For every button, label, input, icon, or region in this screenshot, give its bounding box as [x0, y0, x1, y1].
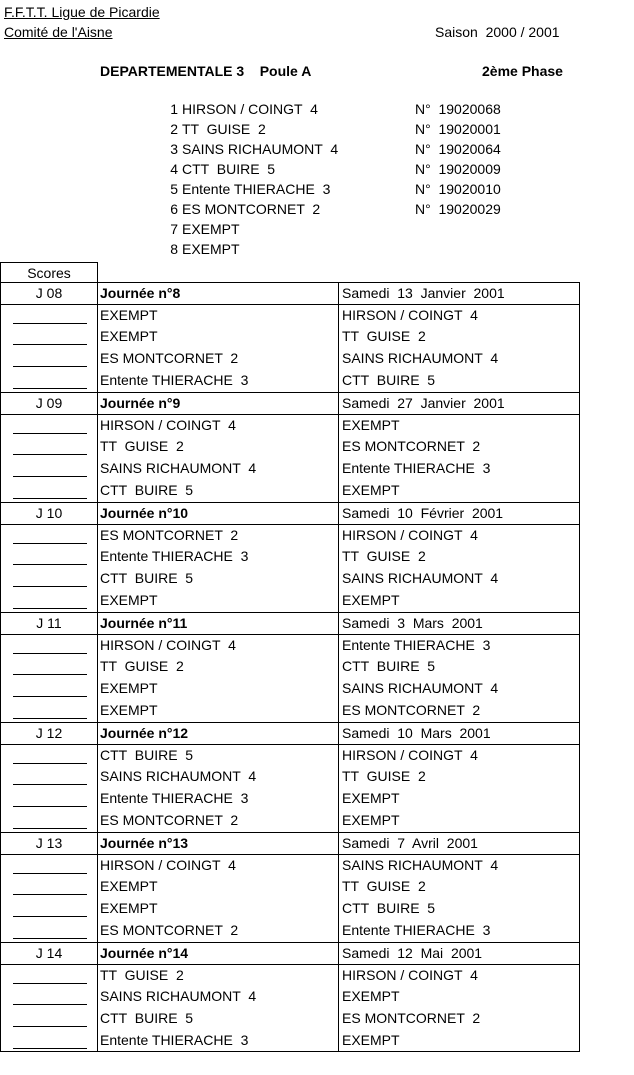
score-cell	[0, 788, 98, 810]
team-license: N° 19020001	[415, 121, 501, 137]
team-number: 5	[170, 181, 178, 197]
home-team: TT GUISE 2	[100, 438, 184, 454]
round-title: Journée n°12	[100, 725, 189, 741]
home-team: EXEMPT	[100, 702, 158, 718]
team-name: CTT BUIRE 5	[182, 161, 276, 177]
round-header-row	[0, 942, 580, 964]
round-title: Journée n°13	[100, 835, 189, 851]
score-entry[interactable]	[13, 528, 87, 544]
match-row	[0, 766, 580, 788]
away-team: Entente THIERACHE 3	[338, 458, 580, 480]
home-team: TT GUISE 2	[100, 658, 184, 674]
score-cell	[0, 590, 98, 612]
team-number: 8	[170, 241, 178, 257]
round-title: Journée n°9	[100, 395, 181, 411]
score-entry[interactable]	[13, 968, 87, 984]
score-entry[interactable]	[13, 901, 87, 917]
home-team: CTT BUIRE 5	[100, 482, 194, 498]
score-entry[interactable]	[13, 638, 87, 654]
match-row	[0, 326, 580, 348]
round-header-row	[0, 832, 580, 854]
score-entry[interactable]	[13, 681, 87, 697]
away-team: TT GUISE 2	[338, 876, 580, 898]
away-team: SAINS RICHAUMONT 4	[338, 855, 580, 876]
score-entry[interactable]	[13, 1033, 87, 1049]
away-team: HIRSON / COINGT 4	[338, 965, 580, 986]
score-cell	[0, 348, 98, 370]
round-code: J 13	[0, 833, 98, 854]
schedule-table	[0, 282, 580, 1052]
round-title: Journée n°10	[100, 505, 189, 521]
score-entry[interactable]	[13, 813, 87, 829]
round-code: J 12	[0, 723, 98, 744]
away-team: CTT BUIRE 5	[338, 898, 580, 920]
org-name: F.F.T.T. Ligue de Picardie	[4, 4, 160, 20]
score-entry[interactable]	[13, 748, 87, 764]
round-code: J 09	[0, 393, 98, 414]
round-header-row	[0, 392, 580, 414]
round-code: J 14	[0, 943, 98, 964]
score-cell	[0, 1008, 98, 1030]
team-row	[166, 201, 526, 221]
match-row	[0, 810, 580, 832]
score-entry[interactable]	[13, 879, 87, 895]
round-block	[0, 722, 580, 832]
home-team: ES MONTCORNET 2	[100, 350, 239, 366]
team-row	[166, 121, 526, 141]
score-entry[interactable]	[13, 858, 87, 874]
score-entry[interactable]	[13, 1011, 87, 1027]
home-team: CTT BUIRE 5	[100, 747, 194, 763]
round-header-row	[0, 502, 580, 524]
team-number: 3	[170, 141, 178, 157]
score-cell	[0, 326, 98, 348]
team-name: TT GUISE 2	[182, 121, 266, 137]
score-cell	[0, 745, 98, 766]
home-team: Entente THIERACHE 3	[100, 372, 249, 388]
home-team: EXEMPT	[100, 592, 158, 608]
score-entry[interactable]	[13, 329, 87, 345]
away-team: Entente THIERACHE 3	[338, 635, 580, 656]
match-row	[0, 1008, 580, 1030]
round-code: J 08	[0, 283, 98, 304]
match-row	[0, 524, 580, 546]
away-team: Entente THIERACHE 3	[338, 920, 580, 942]
team-name: ES MONTCORNET 2	[182, 201, 321, 217]
home-team: Entente THIERACHE 3	[100, 1032, 249, 1048]
match-row	[0, 964, 580, 986]
away-team: SAINS RICHAUMONT 4	[338, 568, 580, 590]
score-cell	[0, 678, 98, 700]
away-team: TT GUISE 2	[338, 766, 580, 788]
match-row	[0, 568, 580, 590]
match-row	[0, 436, 580, 458]
round-date: Samedi 13 Janvier 2001	[338, 283, 580, 304]
score-cell	[0, 568, 98, 590]
score-cell	[0, 766, 98, 788]
team-number: 7	[170, 221, 178, 237]
score-cell	[0, 920, 98, 942]
match-row	[0, 876, 580, 898]
score-cell	[0, 436, 98, 458]
score-cell	[0, 525, 98, 546]
home-team: HIRSON / COINGT 4	[100, 857, 236, 873]
score-entry[interactable]	[13, 703, 87, 719]
home-team: SAINS RICHAUMONT 4	[100, 768, 257, 784]
score-entry[interactable]	[13, 461, 87, 477]
round-header-row	[0, 282, 580, 304]
score-entry[interactable]	[13, 659, 87, 675]
away-team: SAINS RICHAUMONT 4	[338, 348, 580, 370]
away-team: HIRSON / COINGT 4	[338, 305, 580, 326]
team-license: N° 19020010	[415, 181, 501, 197]
round-title: Journée n°8	[100, 285, 181, 301]
match-row	[0, 480, 580, 502]
team-number: 6	[170, 201, 178, 217]
match-row	[0, 898, 580, 920]
away-team: EXEMPT	[338, 986, 580, 1008]
home-team: EXEMPT	[100, 328, 158, 344]
score-entry[interactable]	[13, 549, 87, 565]
home-team: CTT BUIRE 5	[100, 1010, 194, 1026]
home-team: HIRSON / COINGT 4	[100, 417, 236, 433]
round-block	[0, 392, 580, 502]
home-team: SAINS RICHAUMONT 4	[100, 988, 257, 1004]
team-number: 1	[170, 101, 178, 117]
away-team: CTT BUIRE 5	[338, 370, 580, 392]
score-entry[interactable]	[13, 439, 87, 455]
score-cell	[0, 370, 98, 392]
team-license: N° 19020068	[415, 101, 501, 117]
match-row	[0, 414, 580, 436]
team-row	[166, 101, 526, 121]
round-date: Samedi 3 Mars 2001	[338, 613, 580, 634]
round-date: Samedi 10 Mars 2001	[338, 723, 580, 744]
match-row	[0, 788, 580, 810]
score-entry[interactable]	[13, 593, 87, 609]
round-block	[0, 502, 580, 612]
score-cell	[0, 635, 98, 656]
round-block	[0, 832, 580, 942]
match-row	[0, 458, 580, 480]
home-team: Entente THIERACHE 3	[100, 548, 249, 564]
away-team: TT GUISE 2	[338, 546, 580, 568]
committee-name: Comité de l'Aisne	[4, 24, 113, 40]
match-row	[0, 700, 580, 722]
match-row	[0, 590, 580, 612]
score-cell	[0, 546, 98, 568]
team-name: HIRSON / COINGT 4	[182, 101, 318, 117]
home-team: ES MONTCORNET 2	[100, 527, 239, 543]
team-number: 2	[170, 121, 178, 137]
team-row	[166, 181, 526, 201]
away-team: EXEMPT	[338, 415, 580, 436]
score-entry[interactable]	[13, 483, 87, 499]
home-team: CTT BUIRE 5	[100, 570, 194, 586]
away-team: ES MONTCORNET 2	[338, 700, 580, 722]
score-cell	[0, 458, 98, 480]
home-team: EXEMPT	[100, 900, 158, 916]
score-entry[interactable]	[13, 989, 87, 1005]
away-team: EXEMPT	[338, 590, 580, 612]
score-cell	[0, 898, 98, 920]
score-cell	[0, 415, 98, 436]
score-entry[interactable]	[13, 791, 87, 807]
match-row	[0, 348, 580, 370]
team-row	[166, 241, 526, 261]
match-row	[0, 920, 580, 942]
home-team: ES MONTCORNET 2	[100, 922, 239, 938]
round-date: Samedi 27 Janvier 2001	[338, 393, 580, 414]
away-team: EXEMPT	[338, 788, 580, 810]
score-cell	[0, 810, 98, 832]
away-team: EXEMPT	[338, 810, 580, 832]
team-license: N° 19020029	[415, 201, 501, 217]
score-cell	[0, 656, 98, 678]
team-license: N° 19020009	[415, 161, 501, 177]
score-cell	[0, 700, 98, 722]
score-entry[interactable]	[13, 418, 87, 434]
season-label: Saison 2000 / 2001	[435, 24, 560, 40]
round-code: J 10	[0, 503, 98, 524]
team-number: 4	[170, 161, 178, 177]
team-row	[166, 221, 526, 241]
away-team: ES MONTCORNET 2	[338, 1008, 580, 1030]
phase-label: 2ème Phase	[482, 63, 563, 79]
away-team: SAINS RICHAUMONT 4	[338, 678, 580, 700]
away-team: TT GUISE 2	[338, 326, 580, 348]
round-title: Journée n°11	[100, 615, 188, 631]
away-team: HIRSON / COINGT 4	[338, 745, 580, 766]
match-row	[0, 854, 580, 876]
round-date: Samedi 7 Avril 2001	[338, 833, 580, 854]
score-entry[interactable]	[13, 769, 87, 785]
team-name: SAINS RICHAUMONT 4	[182, 141, 339, 157]
score-entry[interactable]	[13, 923, 87, 939]
home-team: EXEMPT	[100, 878, 158, 894]
away-team: CTT BUIRE 5	[338, 656, 580, 678]
score-cell	[0, 305, 98, 326]
match-row	[0, 1030, 580, 1052]
away-team: ES MONTCORNET 2	[338, 436, 580, 458]
score-entry[interactable]	[13, 308, 87, 324]
away-team: EXEMPT	[338, 480, 580, 502]
round-header-row	[0, 612, 580, 634]
team-name: Entente THIERACHE 3	[182, 181, 331, 197]
match-row	[0, 370, 580, 392]
match-row	[0, 634, 580, 656]
away-team: EXEMPT	[338, 1030, 580, 1051]
team-list	[166, 101, 526, 261]
round-block	[0, 612, 580, 722]
score-cell	[0, 986, 98, 1008]
round-header-row	[0, 722, 580, 744]
round-date: Samedi 10 Février 2001	[338, 503, 580, 524]
round-code: J 11	[0, 613, 98, 634]
team-row	[166, 141, 526, 161]
home-team: EXEMPT	[100, 680, 158, 696]
round-title: Journée n°14	[100, 945, 189, 961]
scores-header: Scores	[0, 262, 98, 282]
team-name: EXEMPT	[182, 221, 240, 237]
match-row	[0, 986, 580, 1008]
score-cell	[0, 1030, 98, 1051]
division-title: DEPARTEMENTALE 3 Poule A	[100, 63, 312, 79]
home-team: ES MONTCORNET 2	[100, 812, 239, 828]
score-cell	[0, 855, 98, 876]
match-row	[0, 546, 580, 568]
score-cell	[0, 876, 98, 898]
home-team: EXEMPT	[100, 307, 158, 323]
round-date: Samedi 12 Mai 2001	[338, 943, 580, 964]
away-team: HIRSON / COINGT 4	[338, 525, 580, 546]
score-entry[interactable]	[13, 351, 87, 367]
match-row	[0, 656, 580, 678]
home-team: SAINS RICHAUMONT 4	[100, 460, 257, 476]
match-row	[0, 678, 580, 700]
round-block	[0, 942, 580, 1052]
match-row	[0, 744, 580, 766]
home-team: HIRSON / COINGT 4	[100, 637, 236, 653]
team-row	[166, 161, 526, 181]
score-entry[interactable]	[13, 373, 87, 389]
score-entry[interactable]	[13, 571, 87, 587]
home-team: Entente THIERACHE 3	[100, 790, 249, 806]
match-row	[0, 304, 580, 326]
team-license: N° 19020064	[415, 141, 501, 157]
team-name: EXEMPT	[182, 241, 240, 257]
home-team: TT GUISE 2	[100, 967, 184, 983]
score-cell	[0, 965, 98, 986]
round-block	[0, 282, 580, 392]
score-cell	[0, 480, 98, 502]
